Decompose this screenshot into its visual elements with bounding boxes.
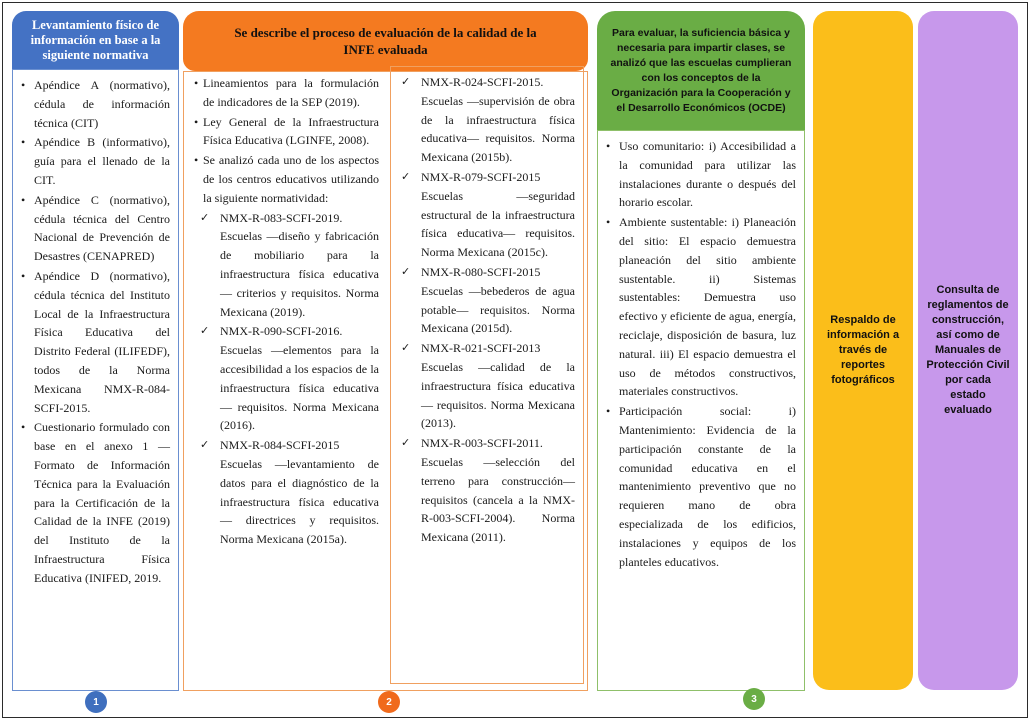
check-item-text: NMX-R-090-SCFI-2016. Escuelas —elementos para la accesibilidad a los espacios de la infraestructura física educativa— requisitos. Norma Mexicana (2016).: [220, 324, 379, 433]
check-item: [194, 322, 379, 435]
list-item: • Apéndice A (normativo), cédula de información técnica (CIT): [21, 76, 170, 132]
list-item: • Cuestionario formulado con base en el anexo 1 —Formato de Información Técnica para la Evaluación para la Certificación de la Calidad de la INFE (2019) del Instituto de la Infraestructura Física Educativa (INIFED, 2019.: [21, 418, 170, 587]
col1-header: Levantamiento físico de información en base a la siguiente normativa: [12, 11, 179, 69]
checkmark-icon: ✓: [401, 341, 411, 355]
check-item: [399, 434, 575, 547]
list-item: • Apéndice D (normativo), cédula técnica del Instituto Local de la Infraestructura Física Educativa del Distrito Federal (ILIFEDF), todos de la Norma Mexicana NMX-R-084-SCFI-2015.: [21, 267, 170, 417]
col2-header: Se describe el proceso de evaluación de la calidad de la INFE evaluada: [183, 11, 588, 71]
col5-text: Consulta de reglamentos de construcción, así como de Manuales de Protección Civil por cada estado evaluado: [926, 284, 1010, 416]
list-item: • Apéndice B (informativo), guía para el llenado de la CIT.: [21, 133, 170, 189]
check-item: [194, 209, 379, 322]
col2-left-list: [194, 74, 379, 208]
check-item: [399, 73, 575, 167]
col4-text: Respaldo de información a través de reportes fotográficos: [826, 314, 900, 386]
col4-photo-reports-box: [813, 11, 913, 690]
check-item-text: NMX-R-080-SCFI-2015 Escuelas —bebederos de agua potable— requisitos. Norma Mexicana (2015d).: [421, 264, 575, 336]
step-number-2: 2: [378, 691, 400, 713]
col3-content-box: [597, 130, 805, 691]
check-item: [194, 436, 379, 549]
step-number-1: 1: [85, 691, 107, 713]
checkmark-icon: ✓: [200, 324, 210, 338]
list-item: • Ambiente sustentable: i) Planeación del sitio: El espacio demuestra planeación del sitio ambiente sustentable. ii) Sistemas sustentables: Demuestra uso efectivo y eficiente de agua, energía, reciclaje, disposición de basura, luz natural. iii) El espacio demuestra el uso de métodos constructivos, materiales constructivos.: [606, 213, 796, 401]
check-item-text: NMX-R-021-SCFI-2013 Escuelas —calidad de la infraestructura física educativa— requisitos. Norma Mexicana (2013).: [421, 341, 575, 431]
list-item: • Apéndice C (normativo), cédula técnica del Centro Nacional de Prevención de Desastres (CENAPRED): [21, 191, 170, 266]
col2-left-column: [188, 72, 385, 688]
col1-list: [21, 76, 170, 588]
list-item: • Uso comunitario: i) Accesibilidad a la comunidad para utilizar las instalaciones durante o después del horario escolar.: [606, 137, 796, 212]
col3-header: Para evaluar, la suficiencia básica y necesaria para impartir clases, se analizó que las escuelas cumplieran con los conceptos de la Organización para la Cooperación y el Desarrollo Económicos (OCDE): [597, 11, 805, 130]
check-item: [399, 168, 575, 262]
check-item-text: NMX-R-083-SCFI-2019. Escuelas —diseño y fabricación de mobiliario para la infraestructura física educativa— criterios y requisitos. Norma Mexicana (2019).: [220, 210, 379, 319]
checkmark-icon: ✓: [200, 210, 210, 224]
check-item-text: NMX-R-024-SCFI-2015. Escuelas —supervisión de obra de la infraestructura física educativa— requisitos. Norma Mexicana (2015b).: [421, 75, 575, 165]
check-item-text: NMX-R-084-SCFI-2015 Escuelas —levantamiento de datos para el diagnóstico de la infraestructura física educativa— directrices y requisitos. Norma Mexicana (2015a).: [220, 438, 379, 547]
check-item: [399, 339, 575, 433]
col5-regulations-box: [918, 11, 1018, 690]
checkmark-icon: ✓: [401, 169, 411, 183]
list-item: • Ley General de la Infraestructura Física Educativa (LGINFE, 2008).: [194, 113, 379, 151]
list-item: • Lineamientos para la formulación de indicadores de la SEP (2019).: [194, 74, 379, 112]
col2-content-box: [183, 71, 588, 691]
check-item-text: NMX-R-003-SCFI-2011. Escuelas —selección del terreno para construcción— requisitos (cancela a la NMX-R-003-SCFI-2004). Norma Mexicana (2011).: [421, 436, 575, 545]
checkmark-icon: ✓: [401, 264, 411, 278]
list-item: • Se analizó cada uno de los aspectos de los centros educativos utilizando la siguiente normatividad:: [194, 151, 379, 207]
list-item: • Participación social: i) Mantenimiento: Evidencia de la participación constante de la comunidad educativa en el mantenimiento preventivo que no requieren mano de obra especializada de los edificios, instalaciones y equipos de los planteles educativos.: [606, 402, 796, 571]
col3-list: [606, 137, 796, 571]
checkmark-icon: ✓: [401, 75, 411, 88]
step-number-3: 3: [743, 688, 765, 710]
checkmark-icon: ✓: [401, 436, 411, 450]
col1-content-box: [12, 69, 179, 691]
check-item-text: NMX-R-079-SCFI-2015 Escuelas —seguridad estructural de la infraestructura física educativa— requisitos. Norma Mexicana (2015c).: [421, 169, 575, 260]
check-item: [399, 263, 575, 338]
col2-right-column: [390, 66, 584, 684]
checkmark-icon: ✓: [200, 438, 210, 452]
